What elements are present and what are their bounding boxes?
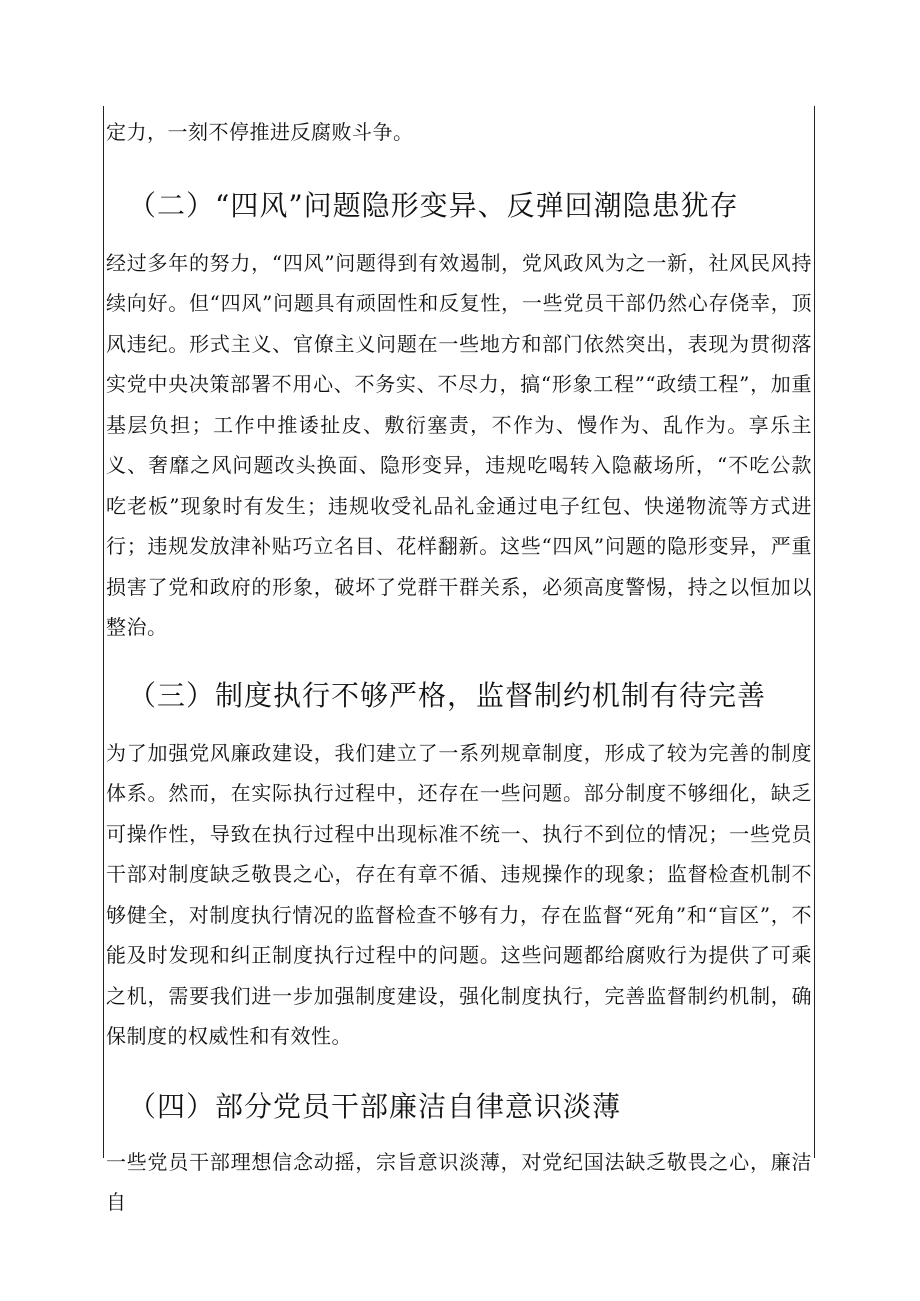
intro-paragraph: 定力，一刻不停推进反腐败斗争。 (106, 120, 414, 144)
document-body (106, 112, 812, 1223)
section-heading-2: （二）“四风”问题隐形变异、反弹回潮隐患犹存 (128, 188, 739, 222)
section-body-3: 为了加强党风廉政建设，我们建立了一系列规章制度，形成了较为完善的制度体系。然而，在实际执行过程中，还存在一些问题。部分制度不够细化，缺乏可操作性，导致在执行过程中出现标准不统一、执行不到位的情况；一些党员干部对制度缺乏敬畏之心，存在有章不循、违规操作的现象；监督检查机制不够健全，对制度执行情况的监督检查不够有力，存在监督“死角”和“盲区”，不能及时发现和纠正制度执行过程中的问题。这些问题都给腐败行为提供了可乘之机，需要我们进一步加强制度建设，强化制度执行，完善监督制约机制，确保制度的权威性和有效性。 (106, 740, 812, 1048)
section-body-4: 一些党员干部理想信念动摇，宗旨意识淡薄，对党纪国法缺乏敬畏之心，廉洁自 (106, 1149, 812, 1214)
section-heading-3: （三）制度执行不够严格，监督制约机制有待完善 (128, 678, 767, 712)
section-heading-4: （四）部分党员干部廉洁自律意识淡薄 (128, 1089, 622, 1123)
section-body-2: 经过多年的努力，“四风”问题得到有效遏制，党风政风为之一新，社风民风持续向好。但“四风”问题具有顽固性和反复性，一些党员干部仍然心存侥幸，顶风违纪。形式主义、官僚主义问题在一些地方和部门依然突出，表现为贯彻落实党中央决策部署不用心、不务实、不尽力，搞“形象工程”“政绩工程”，加重基层负担；工作中推诿扯皮、敷衍塞责，不作为、慢作为、乱作为。享乐主义、奢靡之风问题改头换面、隐形变异，违规吃喝转入隐蔽场所，“不吃公款吃老板”现象时有发生；违规收受礼品礼金通过电子红包、快递物流等方式进行；违规发放津补贴巧立名目、花样翻新。这些“四风”问题的隐形变异，严重损害了党和政府的形象，破坏了党群干群关系，必须高度警惕，持之以恒加以整治。 (106, 250, 812, 639)
